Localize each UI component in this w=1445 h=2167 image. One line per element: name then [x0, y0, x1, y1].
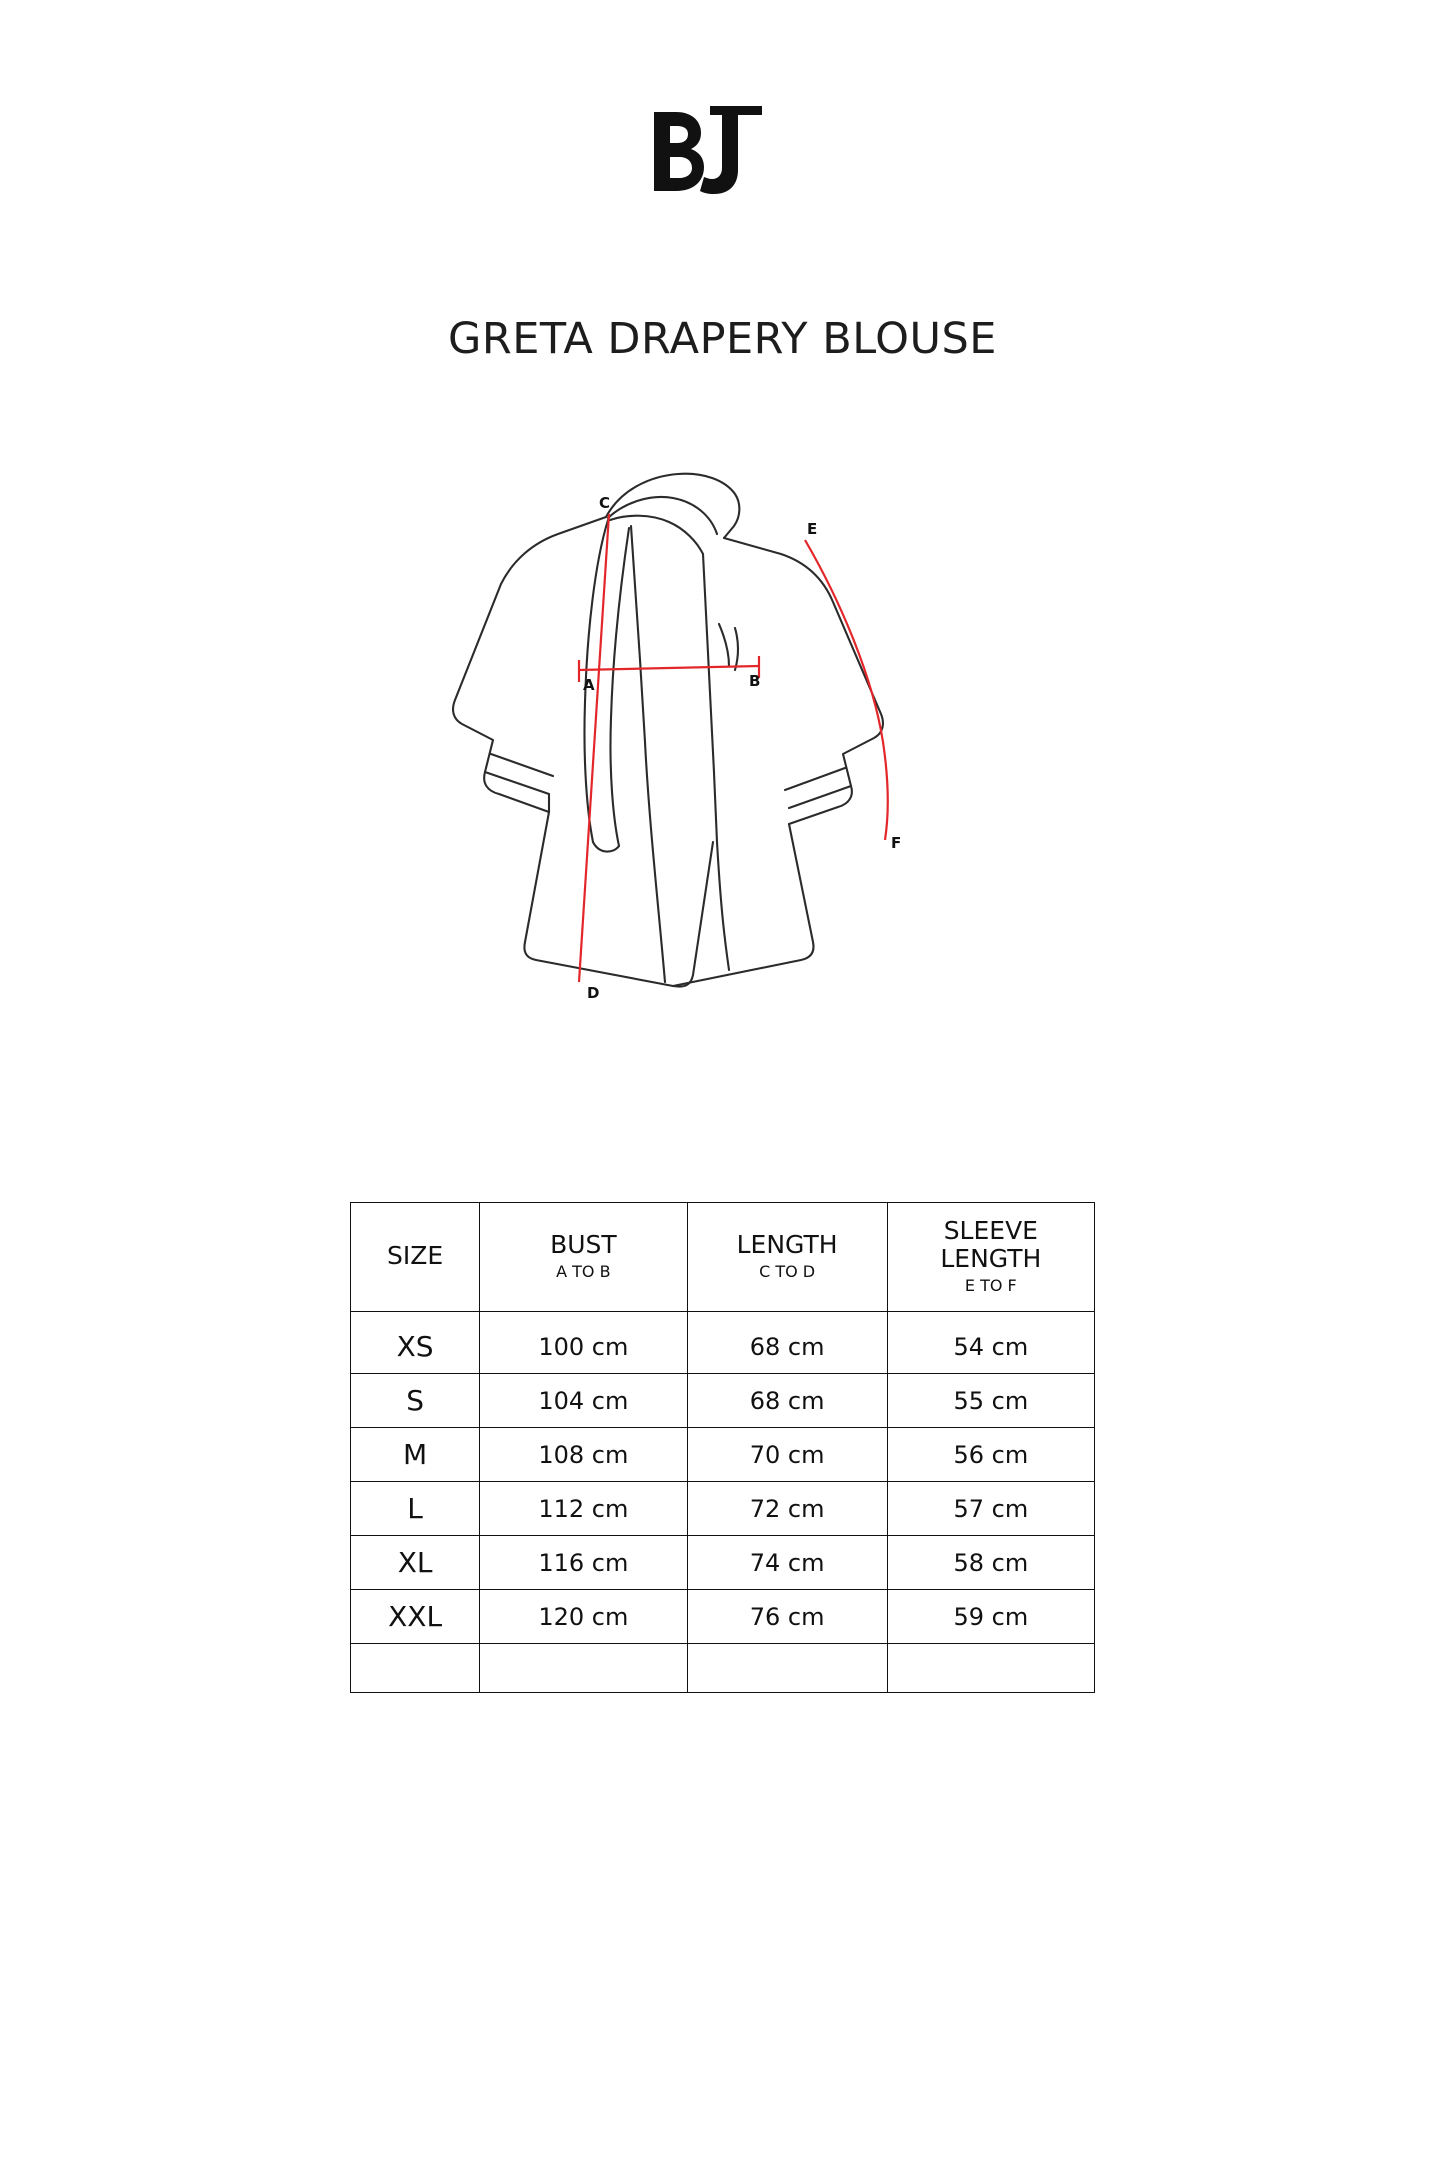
table-header-row	[351, 1203, 1095, 1312]
cell-sleeve: 56 cm	[887, 1428, 1094, 1482]
size-chart-table	[350, 1202, 1095, 1693]
table-row	[351, 1428, 1095, 1482]
cell-length: 76 cm	[687, 1590, 887, 1644]
page-title: GRETA DRAPERY BLOUSE	[448, 314, 997, 364]
table-bottom-spacer	[351, 1644, 1095, 1693]
table-row	[351, 1590, 1095, 1644]
cell-length: 74 cm	[687, 1536, 887, 1590]
column-header-bust-sub: A TO B	[556, 1262, 611, 1282]
point-label-f: F	[890, 834, 901, 852]
column-header-bust-label: BUST	[550, 1229, 617, 1259]
cell-sleeve: 54 cm	[887, 1312, 1094, 1374]
cell-size: L	[351, 1482, 480, 1536]
column-header-length-label: LENGTH	[736, 1229, 838, 1259]
table-row	[351, 1536, 1095, 1590]
cell-length: 70 cm	[687, 1428, 887, 1482]
table-body	[351, 1312, 1095, 1693]
column-header-length	[687, 1203, 887, 1312]
cell-sleeve: 58 cm	[887, 1536, 1094, 1590]
cell-sleeve: 59 cm	[887, 1590, 1094, 1644]
column-header-sleeve-length-sub: E TO F	[964, 1276, 1017, 1295]
cell-size: S	[351, 1374, 480, 1428]
table-row	[351, 1482, 1095, 1536]
table-header	[351, 1203, 1095, 1312]
column-header-size	[351, 1203, 480, 1312]
cell-length: 68 cm	[687, 1312, 887, 1374]
cell-sleeve: 55 cm	[887, 1374, 1094, 1428]
cell-bust: 108 cm	[480, 1428, 687, 1482]
column-header-bust	[480, 1203, 687, 1312]
table-row	[351, 1312, 1095, 1374]
column-header-length-sub: C TO D	[759, 1262, 816, 1282]
cell-bust: 116 cm	[480, 1536, 687, 1590]
cell-size: XXL	[351, 1590, 480, 1644]
size-chart-wrapper	[350, 1202, 1095, 1693]
column-header-sleeve-length	[887, 1203, 1094, 1312]
cell-length: 68 cm	[687, 1374, 887, 1428]
cell-length: 72 cm	[687, 1482, 887, 1536]
cell-size: M	[351, 1428, 480, 1482]
cell-bust: 112 cm	[480, 1482, 687, 1536]
column-header-size-label: SIZE	[387, 1241, 444, 1271]
cell-bust: 120 cm	[480, 1590, 687, 1644]
point-label-a: A	[582, 676, 595, 694]
cell-size: XS	[351, 1312, 480, 1374]
point-label-d: D	[586, 984, 599, 1002]
brand-logo	[648, 106, 798, 214]
column-header-sleeve-length-label: SLEEVE LENGTH	[940, 1216, 1042, 1273]
cell-bust: 104 cm	[480, 1374, 687, 1428]
cell-sleeve: 57 cm	[887, 1482, 1094, 1536]
table-row	[351, 1374, 1095, 1428]
cell-size: XL	[351, 1536, 480, 1590]
blouse-technical-drawing	[0, 442, 1445, 1142]
point-label-b: B	[748, 672, 760, 690]
point-label-c: C	[598, 494, 610, 512]
point-label-e: E	[806, 520, 817, 538]
cell-bust: 100 cm	[480, 1312, 687, 1374]
